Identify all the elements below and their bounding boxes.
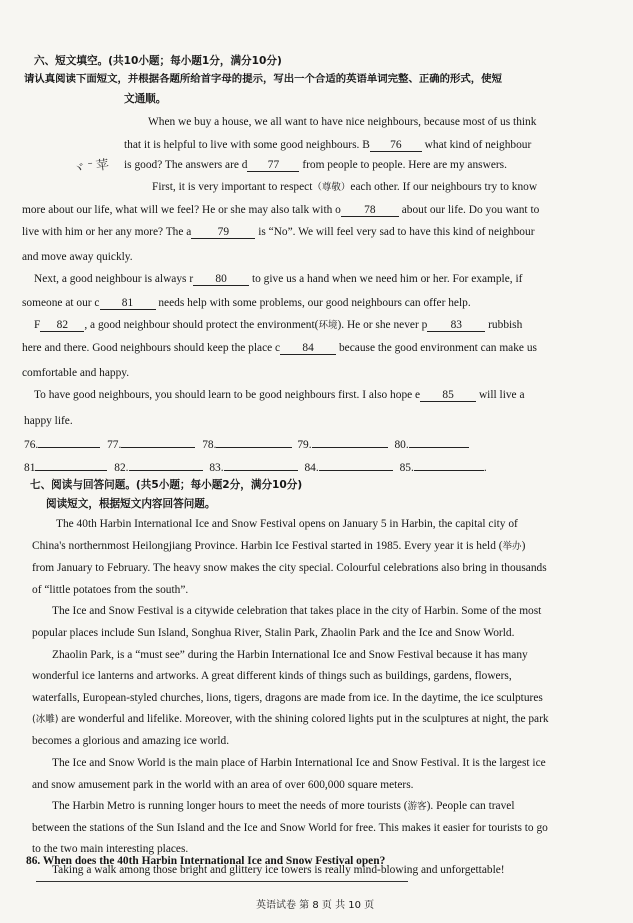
answer-line-86[interactable] [36,881,408,882]
section7-instruction: 阅读短文，根据短文内容回答问题。 [46,498,216,510]
answer-field-83[interactable] [224,459,298,471]
passage-line [22,203,539,217]
answer-field-80[interactable] [409,436,469,448]
answer-number: 83. [209,462,224,474]
handwritten-mark: ヾ ˉ 苹 [71,156,110,177]
answer-field-84[interactable] [319,459,393,471]
section6-title: 六、短文填空。 [34,55,109,67]
answer-number: 76. [24,439,39,451]
reading-line: The 40th Harbin International Ice and Snow Festival opens on January 5 in Harbin, the capital city of [56,518,518,530]
passage-text: To have good neighbours, you should learn to be good neighbours first. I also hope e [34,389,421,401]
reading-text: China's northernmost Heilongjiang Province. Harbin Ice Festival started in 1985. Every year it is held ( [32,540,503,552]
answer-field-81[interactable] [35,459,107,471]
reading-text: are wonderful and lifelike. Moreover, with the shining colored lights put in the sculptures at night, the park [58,713,549,725]
reading-line [32,712,549,727]
answer-number: 77. [107,439,122,451]
passage-line: comfortable and happy. [22,367,130,379]
passage-text: what kind of neighbour [421,139,532,151]
blank-80[interactable]: 80 [193,273,249,286]
passage-text: someone at our c [22,297,100,309]
blank-81[interactable]: 81 [100,297,156,310]
reading-line: The Ice and Snow Festival is a citywide celebration that takes place in the city of Harbin. Some of the most [52,605,542,617]
answer-field-82[interactable] [129,459,203,471]
reading-line: to the two main interesting places. [32,843,189,855]
section7-heading: 七、阅读与回答问题。(共5小题；每小题2分，满分10分) [30,479,303,491]
passage-line [34,272,522,286]
passage-text: each other. If our neighbours try to know [350,181,538,193]
passage-line [124,158,507,172]
blank-78[interactable]: 78 [341,204,399,217]
passage-text: rubbish [485,319,523,331]
end-dot: . [483,462,487,474]
reading-line: from January to February. The heavy snow makes the city special. Colourful celebrations also bring in thousands [32,562,547,574]
answer-field-79[interactable] [312,436,388,448]
blank-82[interactable]: 82 [40,319,84,332]
reading-line [52,799,515,814]
passage-text: is good? The answers are d [124,159,248,171]
passage-text: here and there. Good neighbours should keep the place c [22,342,281,354]
passage-text: to give us a hand when we need him or her. For example, if [249,273,523,285]
blank-77[interactable]: 77 [247,159,299,172]
blank-83[interactable]: 83 [427,319,485,332]
blank-79[interactable]: 79 [191,226,255,239]
reading-line: Taking a walk among those bright and glittery ice towers is really mind-blowing and unforgettable! [52,864,505,876]
passage-line: When we buy a house, we all want to have nice neighbours, because most of us think [148,116,537,128]
answer-row [24,459,487,475]
reading-text: The Harbin Metro is running longer hours to meet the needs of more tourists ( [52,800,408,812]
reading-line: Zhaolin Park, is a “must see” during the Harbin International Ice and Snow Festival because it has many [52,649,528,661]
passage-line [152,180,537,195]
passage-text: is “No”. We will feel very sad to have this kind of neighbour [255,226,535,238]
section6-heading [34,54,282,68]
passage-text: needs help with some problems, our good neighbours can offer help. [155,297,471,309]
section6-score-note: (共10小题；每小题1分，满分10分) [108,55,282,67]
passage-text: live with him or her any more? The a [22,226,192,238]
blank-76[interactable]: 76 [370,139,422,152]
passage-line [22,225,535,239]
answer-field-76[interactable] [38,436,100,448]
reading-text: ) [521,540,526,552]
answer-row [24,436,469,452]
reading-line: becomes a glorious and amazing ice world. [32,735,230,747]
passage-line [34,318,522,333]
answer-field-85[interactable] [414,459,484,471]
answer-number: 81 [24,462,36,474]
passage-text: Next, a good neighbour is always r [34,273,194,285]
passage-text: First, it is very important to respect [152,181,313,193]
answer-number: 78. [202,439,217,451]
passage-text: F [34,319,41,331]
passage-line [124,138,531,152]
answer-number: 80. [394,439,409,451]
reading-line: between the stations of the Sun Island and the Ice and Snow World for free. This makes it easier for tourists to go [32,822,548,834]
chinese-gloss: 环境 [318,320,338,331]
reading-line: wonderful ice lanterns and artworks. A great different kinds of things such as buildings, gardens, flowers, [32,670,512,682]
answer-number: 82. [114,462,129,474]
passage-text: that it is helpful to live with some good neighbours. B [124,139,370,151]
question-86: 86. When does the 40th Harbin International Ice and Snow Festival open? [26,855,386,867]
reading-line: waterfalls, European-styled churches, lions, tigers, dragons are made from ice. In the daytime, the ice sculptures [32,692,543,704]
answer-field-77[interactable] [121,436,195,448]
passage-text: , a good neighbour should protect the environment( [84,319,319,331]
chinese-gloss: 举办 [502,541,522,552]
passage-text: about our life. Do you want to [398,204,540,216]
reading-line: and snow amusement park in the world with an area of over 600,000 square meters. [32,779,414,791]
passage-text: ). He or she never p [337,319,428,331]
passage-text: from people to people. Here are my answers. [299,159,507,171]
chinese-gloss: (冰雕) [32,714,59,725]
passage-line [22,341,537,355]
passage-text: because the good environment can make us [336,342,537,354]
blank-84[interactable]: 84 [280,342,336,355]
chinese-gloss: 游客 [407,801,427,812]
section6-instruction-2: 文通顺。 [124,93,167,105]
reading-line: popular places include Sun Island, Songhua River, Stalin Park, Zhaolin Park and the Ice and Snow World. [32,627,515,639]
answer-number: 79. [297,439,312,451]
chinese-gloss: （尊敬） [312,182,351,193]
reading-text: ). People can travel [426,800,515,812]
passage-text: more about our life, what will we feel? He or she may also talk with o [22,204,341,216]
answer-field-78[interactable] [216,436,292,448]
section6-instruction-1: 请认真阅读下面短文，并根据各题所给首字母的提示，写出一个合适的英语单词完整、正确的形式，使短 [24,73,502,85]
answer-number: 84. [304,462,319,474]
answer-number: 85. [399,462,414,474]
reading-line: of “little potatoes from the south”. [32,584,189,596]
passage-line: happy life. [24,415,73,427]
passage-text: will live a [476,389,525,401]
reading-line: The Ice and Snow World is the main place of Harbin International Ice and Snow Festival. It is the largest ice [52,757,546,769]
passage-line: and move away quickly. [22,251,133,263]
passage-line [34,388,525,402]
reading-line [32,539,525,554]
passage-line [22,296,471,310]
blank-85[interactable]: 85 [420,389,476,402]
page-footer: 英语试卷 第 8 页 共 10 页 [256,900,375,911]
